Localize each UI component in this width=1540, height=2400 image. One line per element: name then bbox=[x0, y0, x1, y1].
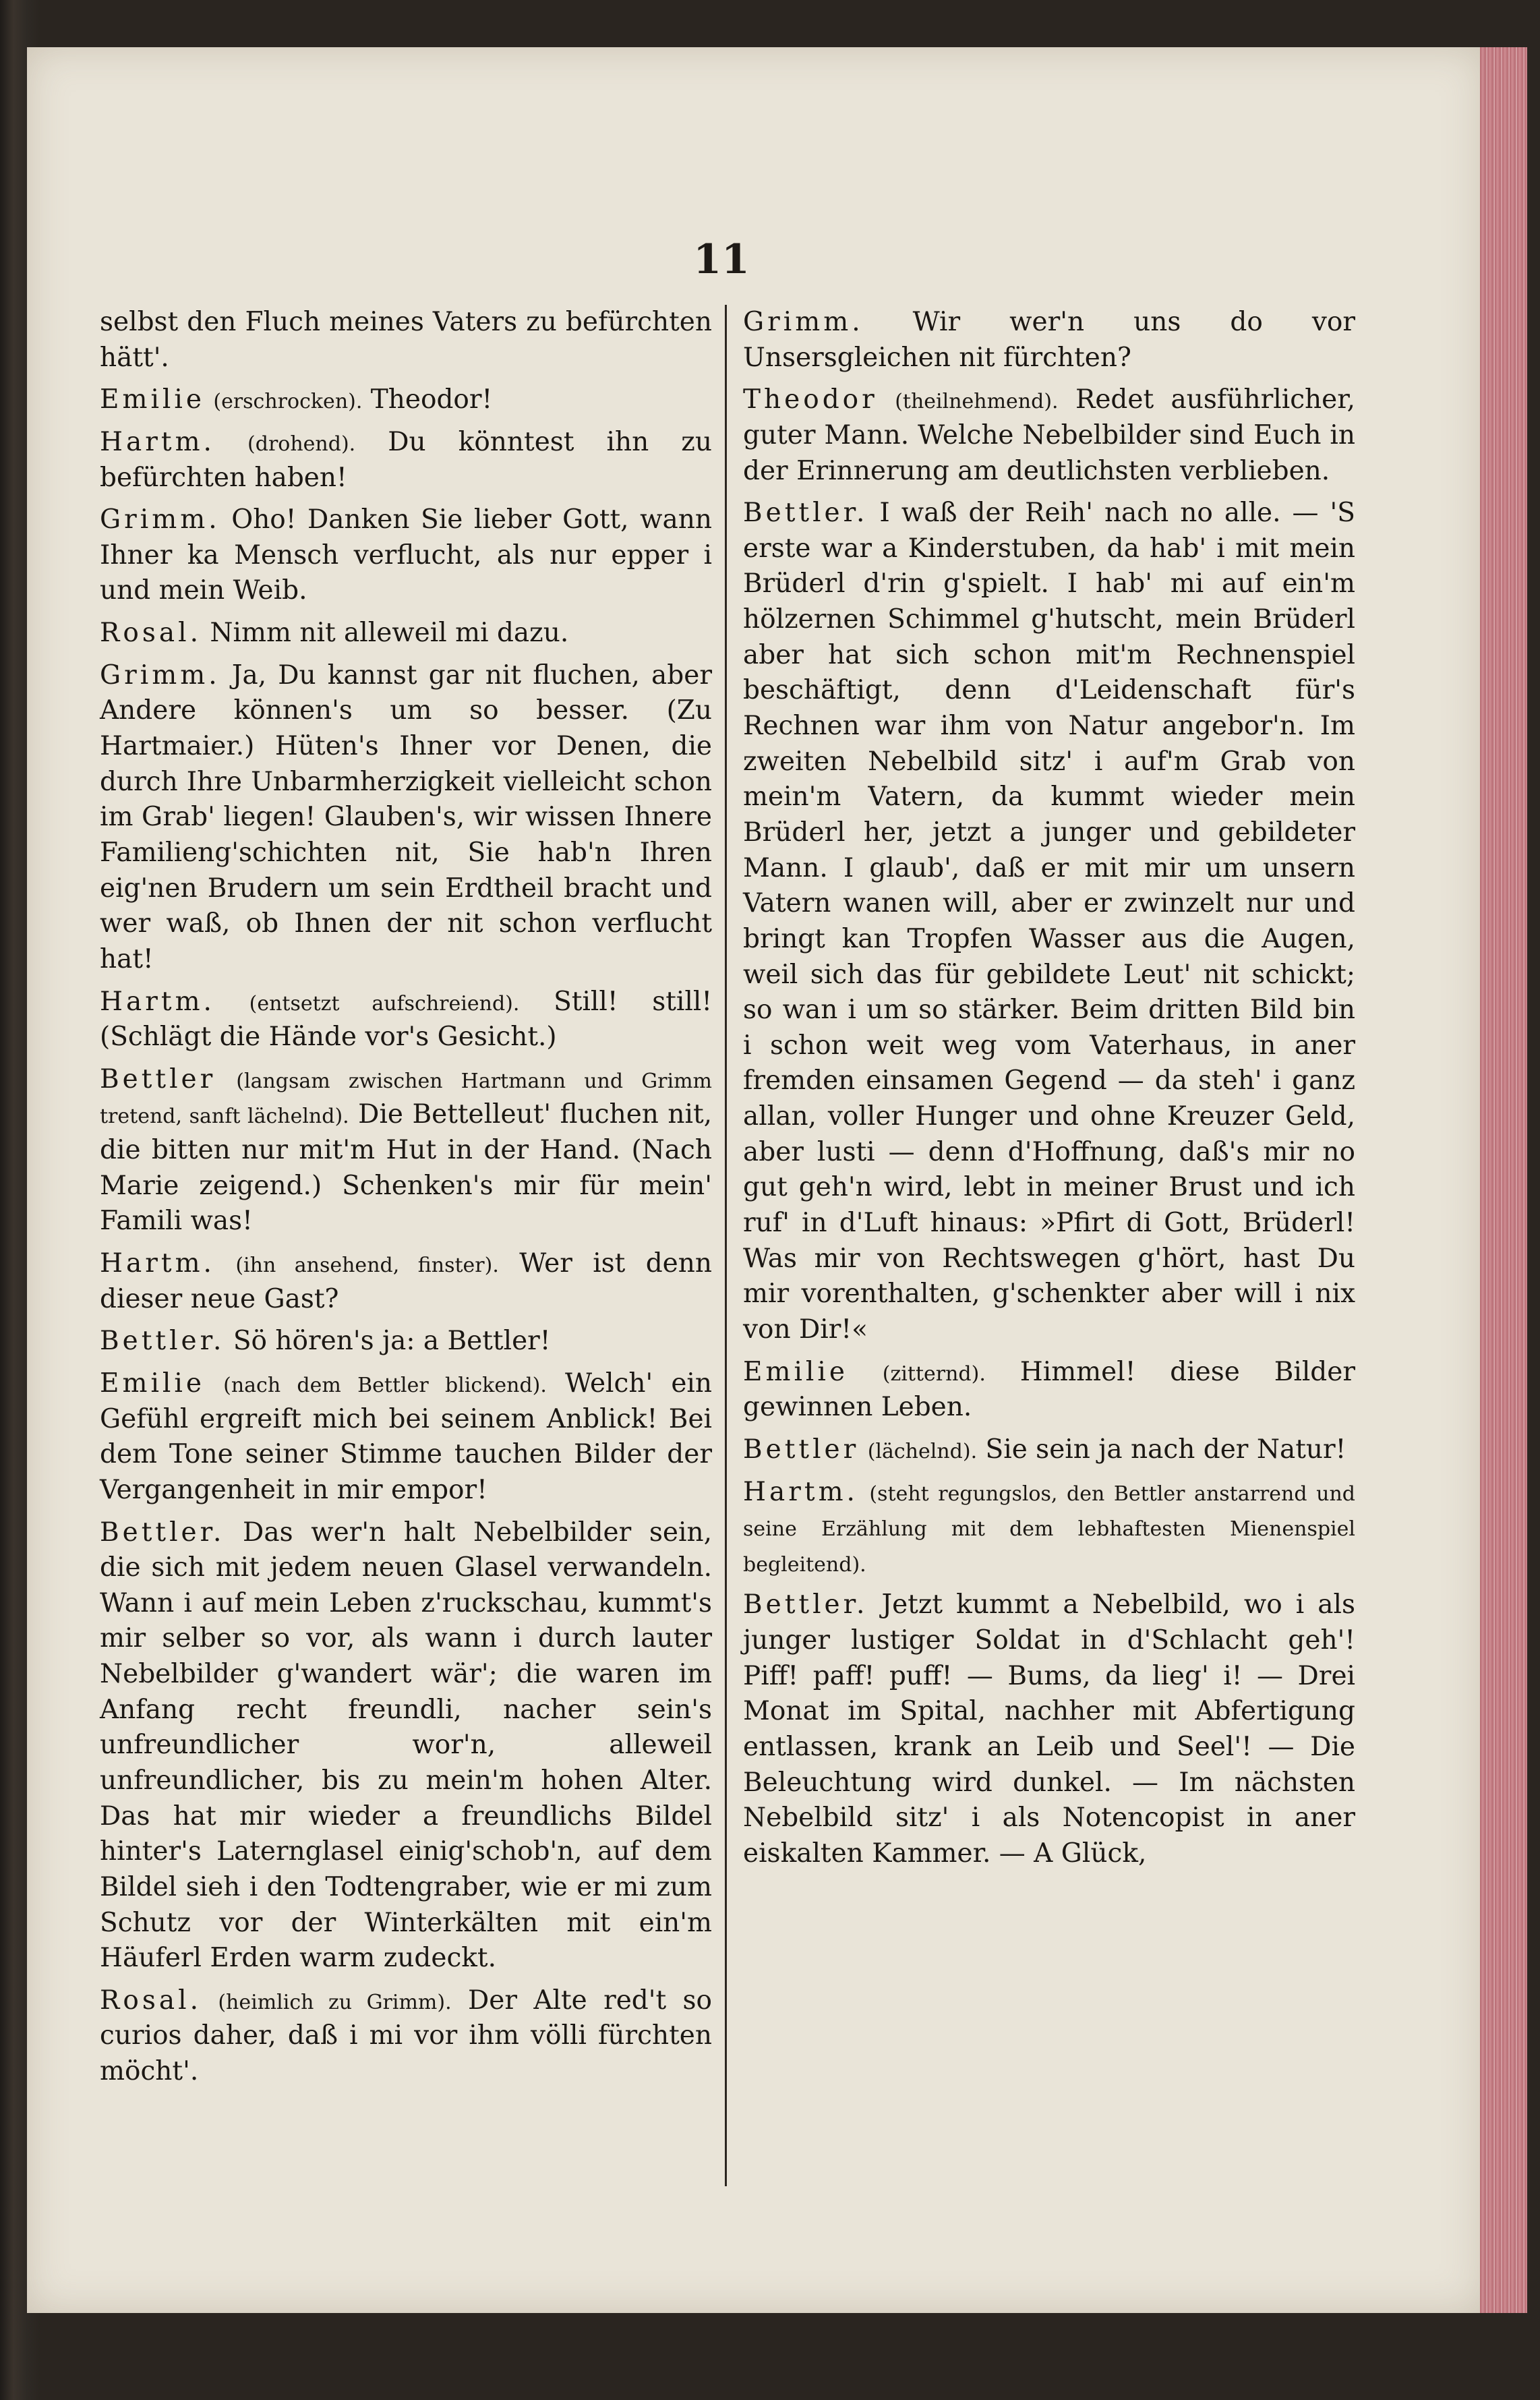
stage-direction: (heimlich zu Grimm). bbox=[218, 1990, 452, 2014]
speaker-name: Bettler. bbox=[743, 1589, 868, 1620]
stage-direction: (drohend). bbox=[247, 432, 356, 456]
speaker-name: Bettler bbox=[100, 1063, 216, 1094]
paragraph bbox=[743, 1355, 1355, 1426]
dialogue-text: Jetzt kummt a Nebelbild, wo i als junger lustiger Soldat in d'Schlacht geh'! Piff! paff! puff! — Bums, da lieg' i! — Drei Monat im Spital, nachher mit Abfertigung entlassen, krank an Leib und Seel'! — Die Beleuchtung wird dunkel. — Im nächsten Nebelbild sitz' i als Notencopist in aner eiskalten Kammer. — A Glück, bbox=[743, 1589, 1355, 1869]
dialogue-text: Der Alte red't so curios daher, daß i mi vor ihm völli fürchten möcht'. bbox=[100, 1985, 712, 2087]
left-column bbox=[100, 305, 712, 2097]
paragraph bbox=[743, 382, 1355, 489]
paragraph bbox=[743, 1587, 1355, 1871]
stage-direction: (nach dem Bettler blickend). bbox=[223, 1373, 547, 1397]
speaker-name: Hartm. bbox=[100, 1248, 215, 1279]
speaker-name: Grimm. bbox=[100, 660, 220, 691]
speaker-name: Rosal. bbox=[100, 618, 202, 649]
speaker-name: Rosal. bbox=[100, 1985, 202, 2016]
paragraph bbox=[100, 502, 712, 609]
dialogue-text: I waß der Reih' nach no alle. — 'S erste war a Kinderstuben, da hab' i mit mein Brüderl d'rin g'spielt. I hab' mi auf ein'm hölzernen Schimmel g'hutscht, mein Brüderl aber hat sich schon mit'm Rechnenspiel beschäftigt, denn d'Leidenschaft für's Rechnen war ihm von Natur angebor'n. Im zweiten Nebelbild sitz' i auf'm Grab von mein'm Vatern, da kummt wieder mein Brüderl her, jetzt a junger und gebildeter Mann. I glaub', daß er mit mir um unsern Vatern wanen will, aber er zwinzelt nur und bringt kan Tropfen Wasser aus die Augen, weil sich das für gebildete Leut' nit schickt; so wan i um so stärker. Beim dritten Bild bin i schon weit weg vom Vaterhaus, in aner fremden einsamen Gegend — da steh' i ganz allan, voller Hunger und ohne Kreuzer Geld, aber lusti — denn d'Hoffnung, daß's mir no gut geh'n wird, lebt in meiner Brust und ich ruf' in d'Luft hinaus: »Pfirt di Gott, Brüderl! Was mir von Rechtswegen g'hört, hast Du mir vorenthalten, g'schenkter aber will i nix von Dir!« bbox=[743, 498, 1355, 1345]
dialogue-text: Theodor! bbox=[370, 384, 493, 415]
speaker-name: Theodor bbox=[743, 384, 878, 415]
paragraph bbox=[100, 1246, 712, 1317]
speaker-name: Emilie bbox=[100, 1368, 205, 1399]
dialogue-text: Das wer'n halt Nebelbilder sein, die sich mit jedem neuen Glasel verwandeln. Wann i auf mein Leben z'ruckschau, kummt's mir selber so vor, als wann i durch lauter Nebelbilder g'wandert wär'; die waren im Anfang recht freundli, nacher sein's unfreundlicher wor'n, alleweil unfreundlicher, bis zu mein'm hohen Alter. Das hat mir wieder a freundlichs Bildel hinter's Laternglasel einig'schob'n, auf dem Bildel sieh i den Todtengraber, wie er mi zum Schutz vor der Winterkälten mit ein'm Häuferl Erden warm zudeckt. bbox=[100, 1517, 712, 1974]
paragraph bbox=[100, 1324, 712, 1359]
dialogue-text: Redet ausführlicher, guter Mann. Welche Nebelbilder sind Euch in der Erinnerung am deutlichsten verblieben. bbox=[743, 384, 1355, 486]
paragraph bbox=[100, 1062, 712, 1239]
paragraph bbox=[100, 616, 712, 651]
paragraph bbox=[100, 305, 712, 376]
speaker-name: Hartm. bbox=[100, 426, 215, 457]
speaker-name: Hartm. bbox=[743, 1476, 858, 1507]
stage-direction: (erschrocken). bbox=[213, 390, 363, 414]
dialogue-text: Nimm nit alleweil mi dazu. bbox=[210, 618, 569, 649]
page-number: 11 bbox=[693, 236, 750, 283]
speaker-name: Bettler bbox=[743, 1434, 860, 1465]
dialogue-text: Still! still! (Schlägt die Hände vor's Gesicht.) bbox=[100, 986, 712, 1053]
right-column bbox=[743, 305, 1355, 1879]
paragraph bbox=[100, 425, 712, 496]
speaker-name: Bettler. bbox=[743, 498, 868, 529]
paragraph bbox=[743, 1475, 1355, 1581]
paragraph bbox=[100, 1366, 712, 1509]
stage-direction: (langsam zwischen Hartmann und Grimm tretend, sanft lächelnd). bbox=[100, 1069, 712, 1129]
stage-direction: (lächelnd). bbox=[867, 1439, 978, 1463]
speaker-name: Grimm. bbox=[743, 307, 864, 337]
dialogue-text: Himmel! diese Bilder gewinnen Leben. bbox=[743, 1356, 1355, 1423]
dialogue-text: Du könntest ihn zu befürchten haben! bbox=[100, 426, 712, 493]
dialogue-text: Wir wer'n uns do vor Unsersgleichen nit fürchten? bbox=[743, 307, 1355, 373]
dialogue-text: selbst den Fluch meines Vaters zu befürchten hätt'. bbox=[100, 307, 712, 373]
stage-direction: (zitternd). bbox=[882, 1362, 986, 1386]
dialogue-text: Die Bettelleut' fluchen nit, die bitten nur mit'm Hut in der Hand. (Nach Marie zeigend.) Schenken's mir für mein' Famili was! bbox=[100, 1099, 713, 1237]
speaker-name: Grimm. bbox=[100, 504, 220, 535]
stage-direction: (theilnehmend). bbox=[895, 390, 1059, 414]
dialogue-text: Wer ist denn dieser neue Gast? bbox=[100, 1248, 712, 1314]
column-divider bbox=[725, 305, 727, 2186]
paragraph bbox=[100, 1515, 712, 1977]
stage-direction: (entsetzt aufschreiend). bbox=[249, 991, 520, 1016]
paragraph bbox=[100, 1983, 712, 2090]
paragraph bbox=[743, 305, 1355, 376]
dialogue-text: Oho! Danken Sie lieber Gott, wann Ihner ka Mensch verflucht, als nur epper i und mein Weib. bbox=[100, 504, 712, 606]
paragraph bbox=[100, 985, 712, 1055]
speaker-name: Bettler. bbox=[100, 1517, 225, 1548]
paragraph bbox=[743, 1432, 1355, 1468]
speaker-name: Emilie bbox=[743, 1356, 848, 1387]
speaker-name: Hartm. bbox=[100, 986, 215, 1017]
dialogue-text: Welch' ein Gefühl ergreift mich bei seinem Anblick! Bei dem Tone seiner Stimme tauchen Bilder der Vergangenheit in mir empor! bbox=[100, 1368, 712, 1505]
speaker-name: Bettler. bbox=[100, 1326, 225, 1357]
paragraph bbox=[743, 496, 1355, 1347]
dialogue-text: Ja, Du kannst gar nit fluchen, aber Andere können's um so besser. (Zu Hartmaier.) Hüten's Ihner vor Denen, die durch Ihre Unbarmherzigkeit vielleicht schon im Grab' liegen! Glauben's, wir wissen Ihnere Familieng'schichten nit, Sie hab'n Ihren eig'nen Brudern um sein Erdtheil bracht und wer waß, ob Ihnen der nit schon verflucht hat! bbox=[100, 660, 712, 974]
speaker-name: Emilie bbox=[100, 384, 205, 415]
stage-direction: (ihn ansehend, finster). bbox=[235, 1254, 499, 1278]
page-edge-red bbox=[1480, 47, 1527, 2313]
dialogue-text: Sie sein ja nach der Natur! bbox=[985, 1434, 1346, 1465]
paragraph bbox=[100, 658, 712, 978]
dialogue-text: Sö hören's ja: a Bettler! bbox=[233, 1326, 551, 1357]
paragraph bbox=[100, 382, 712, 418]
stage-direction: (steht regungslos, den Bettler anstarrend und seine Erzählung mit dem lebhaftesten Mienenspiel begleitend). bbox=[743, 1482, 1355, 1577]
